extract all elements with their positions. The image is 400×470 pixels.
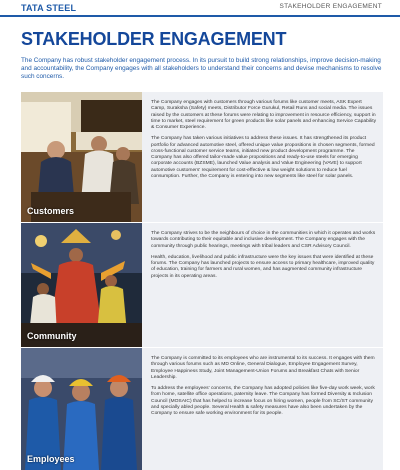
customers-paragraph-2: The Company has taken various initiatives to address these issues. It has strengthened its product portfolio for advanced automotive steel, offered unique value propositions in chosen segments, formed cross-functional customer service teams, initiated new product development programme. The Company has also offered tailor-made value propositions and ready-to-use steels for emerging corporate accounts (BZSME), launched Value analysis and Value Engineering (VAVE) to support automotive customers' requirement for cost-effective & low weight solutions to reduce fuel consumption. Further, the Company is entering into new segments like steel for solar panels.	[151, 136, 375, 179]
customers-text	[142, 92, 383, 222]
employees-paragraph-2: To address the employees' concerns, the Company has adopted policies like five-day work week, work from home, satellite office operations, paternity leave. The Company has formed Diversity & Inclusion Council (MOSAIC) that has helped to increase focus on hiring women, people from SC/ST community and specially abled people. Several Health & safety measures have also been undertaken by the Company to ensure safe working environment for its people.	[151, 386, 375, 416]
customers-section	[21, 92, 383, 222]
community-paragraph-2: Health, education, livelihood and public infrastructure were the key issues that were identified at these forums. The Company has launched projects to ensure access to primary healthcare, improved quality of education, training for farmers and rural women, and has augmented community infrastructure projects in its operating areas.	[151, 254, 375, 279]
employees-photo	[21, 348, 142, 470]
employees-section	[21, 348, 383, 470]
tata-steel-logo: TATA STEEL	[21, 3, 77, 13]
intro-paragraph: The Company has robust stakeholder engagement process. In its pursuit to build strong relationships, improve decision-making and accountability, the Company engages with all stakeholders to understand their concerns and devise mechanisms to resolve such concerns.	[21, 57, 382, 81]
header-divider	[0, 15, 400, 17]
customers-photo	[21, 92, 142, 222]
community-image	[21, 223, 142, 347]
employees-text	[142, 348, 383, 470]
top-bar	[0, 0, 400, 14]
customers-image	[21, 92, 142, 222]
community-label: Community	[27, 331, 77, 341]
customers-label: Customers	[27, 206, 75, 216]
employees-label: Employees	[27, 454, 75, 464]
community-text	[142, 223, 383, 347]
employees-paragraph-1: The Company is committed to its employees who are instrumental to its success. It engages with them through various forums such as MD Online, General Dialogue, Employee Engagement Survey, Employee Happiness Study, Joint Management-Union Forums and Breakfast Chats with Senior Leadership.	[151, 356, 375, 380]
community-section	[21, 223, 383, 347]
section-tag: STAKEHOLDER ENGAGEMENT	[279, 3, 382, 10]
page-title: STAKEHOLDER ENGAGEMENT	[21, 29, 287, 49]
community-paragraph-1: The Company strives to be the neighbours of choice in the communities in which it operates and works towards contributing to their equitable and inclusive development. The Company engages with the community through public hearings, meetings with tribal leaders and CSR Advisory Council.	[151, 231, 376, 249]
community-photo	[21, 223, 142, 347]
customers-paragraph-1: The Company engages with customers through various forums like customer meets, ASK Expert Camp, Suraksha (Safety) meets, Distributor Force Gurukul, Retail Runs and social media. The issues raised by the customers at these forums were relating to improvement in resource efficiency, support in time to market, steel requirement for green products like solar panels and enhancing Service Capability & Consumer Experience.	[151, 100, 377, 130]
employees-image	[21, 348, 142, 470]
